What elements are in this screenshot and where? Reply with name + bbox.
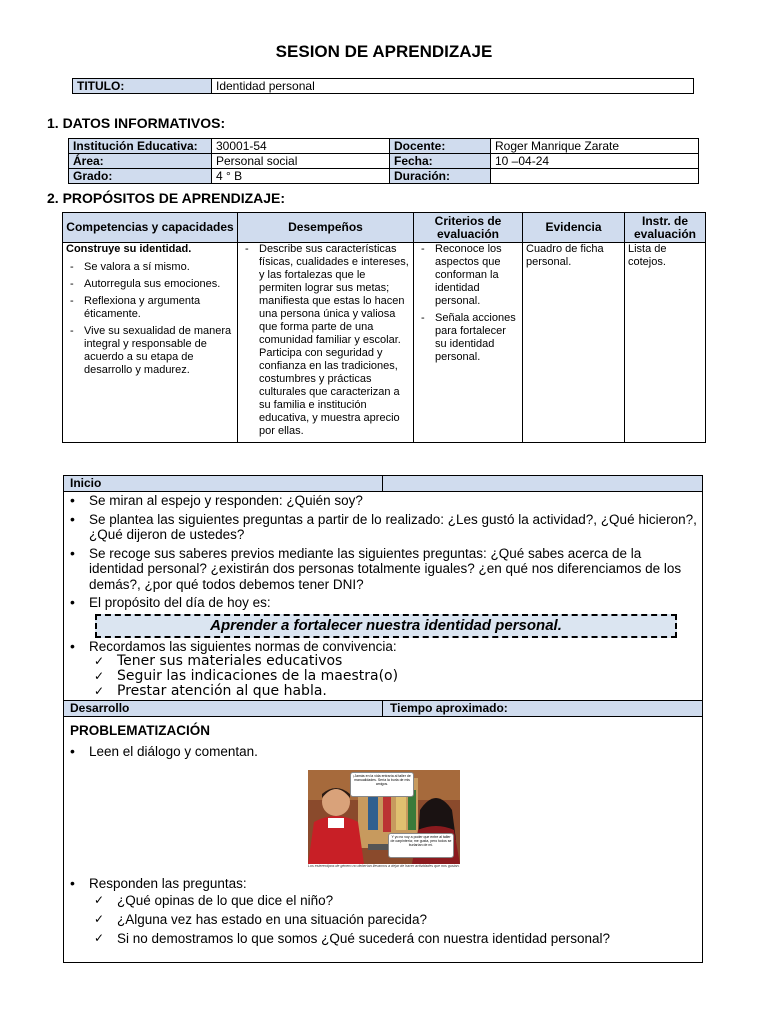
capacidad-item: - Vive su sexualidad de manera integral y responsable de acuerdo a su etapa de desarrollo y madurez. (68, 325, 234, 377)
inicio-item: • El propósito del día de hoy es: (70, 595, 698, 611)
fecha-label: Fecha: (390, 154, 491, 169)
ie-value: 30001-54 (212, 139, 390, 154)
desarrollo-header (64, 700, 702, 717)
duracion-label: Duración: (390, 169, 491, 184)
dialogo-item: • Leen el diálogo y comentan. (70, 744, 698, 760)
fecha-value: 10 –04-24 (491, 154, 699, 169)
datos-table (68, 138, 699, 184)
illustration-caption: Los estereotipos de género no deberían llevarnos a dejar de hacer actividades que nos gustan. (308, 863, 460, 868)
ie-label: Institución Educativa: (69, 139, 212, 154)
capacidad-item: - Reflexiona y argumenta éticamente. (68, 295, 234, 321)
speech-bubble-girl: Y yo no voy a poder que entre al taller de carpintería; me gusta, pero todos se burlarían de mí. (388, 833, 454, 858)
desempeno-item: - Describe sus características físicas, cualidades e intereses, y las fortalezas que le permiten lograr sus metas; manifiesta que estas lo hacen una persona única y valiosa que forma parte de una comunidad familiar y escolar. Participa con seguridad y confianza en las tradiciones, costumbres y prácticas culturales que caracterizan a su familia e institución educativa, y muestra aprecio por ellas. (243, 243, 410, 438)
grado-value: 4 ° B (212, 169, 390, 184)
titulo-table (72, 78, 694, 94)
area-value: Personal social (212, 154, 390, 169)
criterios-cell (414, 243, 523, 443)
pregunta-item: ✓ Si no demostramos lo que somos ¿Qué sucederá con nuestra identidad personal? (94, 929, 702, 948)
area-label: Área: (69, 154, 212, 169)
titulo-label: TITULO: (73, 79, 212, 94)
pregunta-item: ✓ ¿Qué opinas de lo que dice el niño? (94, 891, 702, 910)
competencia-title: Construye su identidad. (66, 243, 192, 255)
duracion-value (491, 169, 699, 184)
page-title: SESION DE APRENDIZAJE (275, 42, 493, 61)
desarrollo-label: Desarrollo (70, 701, 130, 715)
inicio-header (64, 476, 702, 492)
tiempo-label: Tiempo aproximado: (390, 701, 508, 715)
criterio-item: - Señala acciones para fortalecer su identidad personal. (419, 312, 519, 364)
capacidad-item: - Se valora a sí mismo. (68, 261, 234, 274)
inicio-item: • Se miran al espejo y responden: ¿Quién soy? (70, 493, 698, 509)
grado-label: Grado: (69, 169, 212, 184)
header-instrumento: Instr. de evaluación (625, 213, 706, 243)
titulo-value: Identidad personal (212, 79, 694, 94)
header-criterios: Criterios de evaluación (414, 213, 523, 243)
header-competencias: Competencias y capacidades (63, 213, 238, 243)
evidencia-cell: Cuadro de ficha personal. (523, 243, 625, 443)
header-evidencia: Evidencia (523, 213, 625, 243)
header-desempenos: Desempeños (238, 213, 414, 243)
docente-value: Roger Manrique Zarate (491, 139, 699, 154)
norma-item: ✓ Tener sus materiales educativos (94, 654, 702, 669)
inicio-item: • Se plantea las siguientes preguntas a partir de lo realizado: ¿Les gustó la actividad?, ¿Qué hicieron?, ¿Qué dijeron de ustedes? (70, 512, 698, 543)
normas-intro: • Recordamos las siguientes normas de convivencia: (70, 639, 698, 655)
desempeno-cell (238, 243, 414, 443)
datos-heading: 1. DATOS INFORMATIVOS: (47, 115, 226, 131)
capacidad-item: - Autorregula sus emociones. (68, 278, 234, 291)
norma-item: ✓ Prestar atención al que habla. (94, 684, 702, 699)
dialogue-illustration (308, 770, 460, 872)
competencias-cell (63, 243, 238, 443)
preguntas-intro: • Responden las preguntas: (70, 876, 698, 892)
inicio-item: • Se recoge sus saberes previos mediante las siguientes preguntas: ¿Qué sabes acerca de la identidad personal? ¿existirán dos personas totalmente iguales? ¿en qué nos diferenciamos de los demás?, ¿por qué todos debemos tener DNI? (70, 546, 698, 593)
problematizacion-heading: PROBLEMATIZACIÓN (70, 723, 210, 738)
speech-bubble-boy: ¡Jamás en la vida entraría al taller de manualidades. Sería la burla de mis amigos. (350, 772, 414, 797)
propositos-heading: 2. PROPÓSITOS DE APRENDIZAJE: (47, 190, 286, 206)
proposito-box: Aprender a fortalecer nuestra identidad personal. (95, 614, 677, 638)
propositos-table (62, 212, 706, 443)
docente-label: Docente: (390, 139, 491, 154)
inicio-label: Inicio (70, 476, 102, 490)
criterio-item: - Reconoce los aspectos que conforman la identidad personal. (419, 243, 519, 308)
norma-item: ✓ Seguir las indicaciones de la maestra(o) (94, 669, 702, 684)
secuencia-table (63, 475, 703, 963)
pregunta-item: ✓ ¿Alguna vez has estado en una situación parecida? (94, 910, 702, 929)
instrumento-cell: Lista de cotejos. (625, 243, 706, 443)
